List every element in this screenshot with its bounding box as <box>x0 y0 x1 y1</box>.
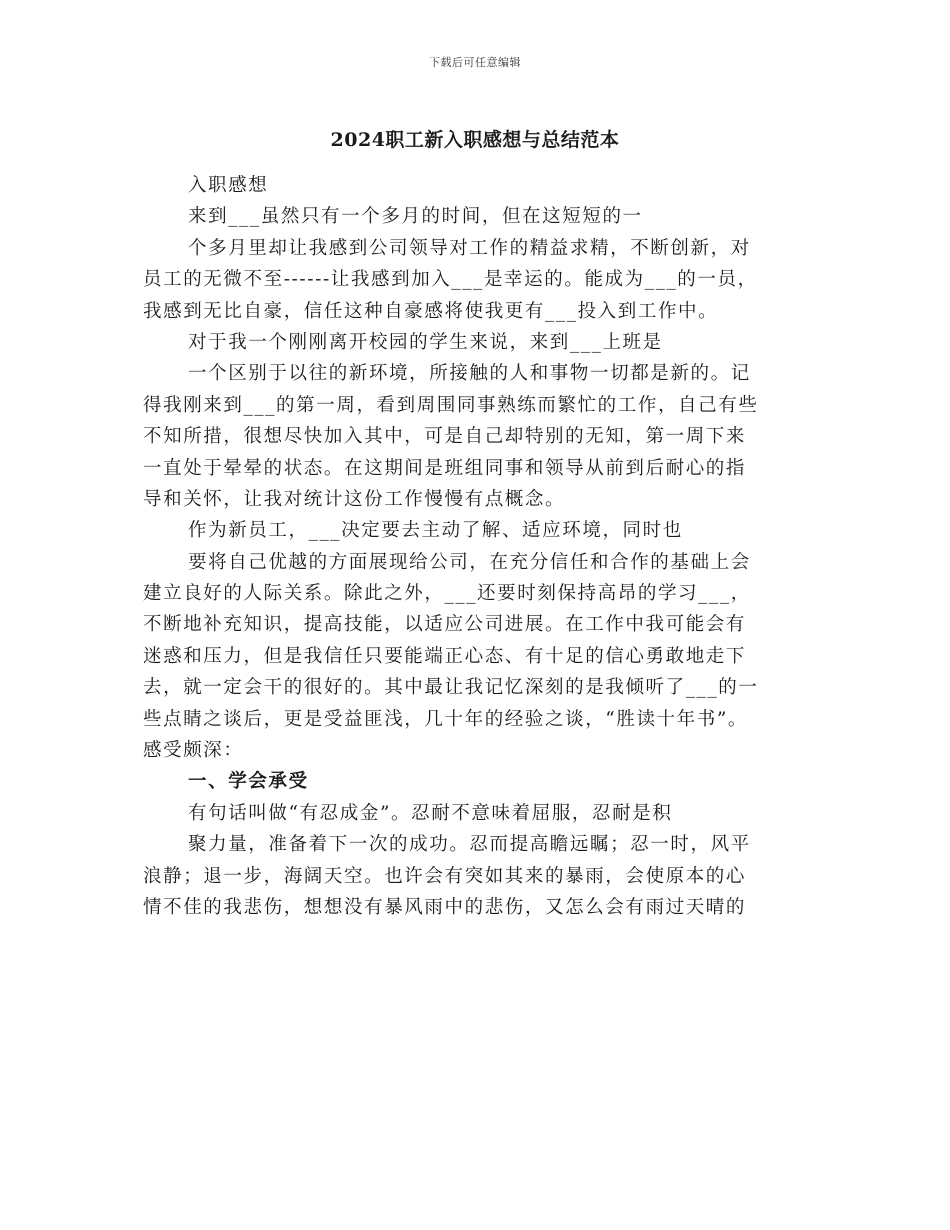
body-line: 得我刚来到___的第一周，看到周围同事熟练而繁忙的工作，自己有些 <box>143 394 759 416</box>
body-line: 聚力量，准备着下一次的成功。忍而提高瞻远瞩；忍一时，风平 <box>188 834 751 856</box>
body-line: 入职感想 <box>188 175 269 196</box>
body-line: 一直处于晕晕的状态。在这期间是班组同事和领导从前到后耐心的指 <box>143 457 747 479</box>
header-note: 下载后可任意编辑 <box>429 56 521 69</box>
body-line: 情不佳的我悲伤，想想没有暴风雨中的悲伤，又怎么会有雨过天晴的 <box>143 896 747 918</box>
body-line: 感受颇深： <box>143 740 244 762</box>
body-line: 对于我一个刚刚离开校园的学生来说，来到___上班是 <box>188 331 663 353</box>
body-line: 员工的无微不至------让我感到加入___是幸运的。能成为___的一员， <box>143 269 758 291</box>
document-title: 2024职工新入职感想与总结范本 <box>330 129 620 151</box>
body-line: 一个区别于以往的新环境，所接触的人和事物一切都是新的。记 <box>188 363 751 385</box>
body-line: 建立良好的人际关系。除此之外，___还要时刻保持高昂的学习___， <box>143 583 751 605</box>
body-line: 导和关怀，让我对统计这份工作慢慢有点概念。 <box>143 488 566 510</box>
body-line: 不断地补充知识，提高技能，以适应公司进展。在工作中我可能会有 <box>143 614 747 636</box>
body-line: 作为新员工，___决定要去主动了解、适应环境，同时也 <box>188 520 683 542</box>
body-line: 来到___虽然只有一个多月的时间，但在这短短的一 <box>188 206 643 228</box>
body-line: 浪静；退一步，海阔天空。也许会有突如其来的暴雨，会使原本的心 <box>143 865 747 887</box>
body-line: 迷惑和压力，但是我信任只要能端正心态、有十足的信心勇敢地走下 <box>143 645 747 667</box>
document-body <box>143 170 823 923</box>
body-line: 我感到无比自豪，信任这种自豪感将使我更有___投入到工作中。 <box>143 300 719 322</box>
body-line: 不知所措，很想尽快加入其中，可是自己却特别的无知，第一周下来 <box>143 426 747 448</box>
body-line: 有句话叫做“有忍成金”。忍耐不意味着屈服，忍耐是积 <box>188 802 673 824</box>
body-line: 些点睛之谈后，更是受益匪浅，几十年的经验之谈，“胜读十年书”。 <box>143 708 749 730</box>
body-line: 个多月里却让我感到公司领导对工作的精益求精，不断创新，对 <box>188 237 751 259</box>
section-heading: 一、学会承受 <box>188 771 309 793</box>
body-line: 要将自己优越的方面展现给公司，在充分信任和合作的基础上会 <box>188 551 751 573</box>
body-line: 去，就一定会干的很好的。其中最让我记忆深刻的是我倾听了___的一 <box>143 677 759 699</box>
